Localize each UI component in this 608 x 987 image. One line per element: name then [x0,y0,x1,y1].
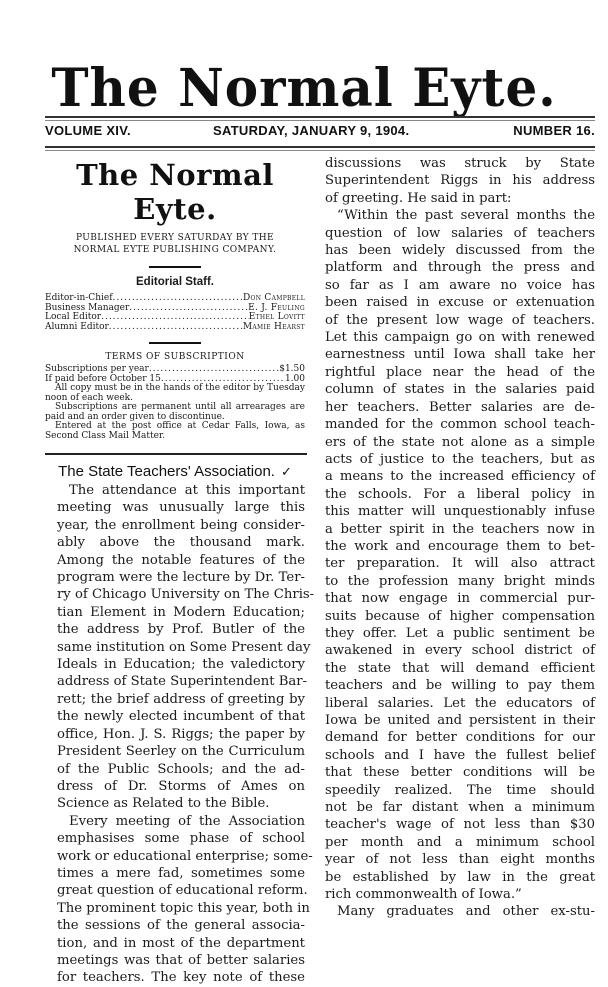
article-title [45,463,305,480]
right-column [313,152,595,921]
short-divider [149,266,201,268]
text-line: demand for better conditions for our [325,730,595,746]
text-line: address of State Superintendent Bar- [57,674,308,690]
article-body-right [313,155,595,921]
text-line: manded for the common school teach- [325,417,595,433]
text-line: not be far distant when a minimum [325,800,595,816]
issue-number: NUMBER 16. [513,123,595,138]
text-line: Let this campaign go on with renewed [325,330,595,346]
staff-row [45,323,305,333]
check-mark-icon: ✓ [280,465,292,480]
terms-note: Subscriptions are permanent until all arrearages are paid and an order given to discontinue. [45,402,305,422]
text-line: meeting was unusually large this [57,500,305,516]
section-divider [45,453,307,455]
article-body-left [45,482,315,987]
text-line: they offer. Let a public sentiment be [325,625,595,641]
terms-value: $1.50 [279,364,305,374]
text-line: be established by law in the great [325,869,595,885]
text-line: ably above the thousand mark. [57,535,305,551]
text-line: the address by Prof. Butler of the [57,622,305,638]
text-line: the sessions of the general associa- [57,918,305,934]
text-line: Science as Related to the Bible. [57,796,270,812]
short-divider [149,342,201,344]
text-line: the state that will demand efficient [325,660,595,676]
publisher-subtitle-line2: NORMAL EYTE PUBLISHING COMPANY. [73,245,277,255]
text-line: year, the enrollment being consider- [57,517,305,533]
text-line: The attendance at this important [69,483,305,498]
text-line: tion, and in most of the department [57,935,305,951]
text-line: awakened in every school district of [325,643,595,659]
leader-dots [101,313,249,323]
leader-dots [129,304,248,314]
header-rule-bottom [45,146,595,151]
terms-note: All copy must be in the hands of the editor by Tuesday noon of each week. [45,383,305,403]
text-line: rightful place near the head of the [325,364,595,380]
masthead-title: The Normal Eyte. [51,56,557,119]
text-line: tian Element in Modern Education; [57,604,305,620]
terms-label: If paid before October 15 [45,373,161,384]
staff-role: Business Manager [45,302,130,313]
text-line: Iowa be united and persistent in their [325,713,595,728]
text-line: acts of justice to the teachers, but as [325,451,595,467]
text-line: the schools. For a liberal policy in [325,486,595,502]
text-line: ers of the state not alone as a simple [325,434,595,450]
dateline [45,123,595,143]
text-line: that now engage in commercial pur- [325,591,595,607]
text-line: that these better conditions will be [325,765,595,781]
text-line: has been widely discussed from the [325,243,595,259]
publisher-subtitle [45,232,305,256]
text-line: office, Hon. J. S. Riggs; the paper by [57,726,305,742]
text-line: The prominent topic this year, both in [57,900,310,916]
text-line: discussions was struck by State [325,156,595,171]
text-line: this matter will unquestionably infuse [325,504,595,520]
text-line: Superintendent Riggs in his address [325,173,595,189]
leader-dots [113,294,243,304]
text-line: suits because of higher compensation [325,608,595,624]
text-line: program were the lecture by Dr. Ter- [57,570,305,586]
staff-role: Local Editor [45,312,102,322]
text-line: per month and a minimum school [325,834,595,850]
text-line: “Within the past several months the [337,208,595,224]
text-line: emphasises some phase of school [57,831,305,847]
article-title-text: The State Teachers' Association. [58,463,275,480]
terms-value: 1.00 [284,373,305,384]
header-rule-top [45,116,595,121]
text-line: ter preparation. It will also attract [325,556,595,572]
text-line: teachers and be willing to pay them [325,678,595,694]
text-line: been raised in excuse or extenuation [325,295,595,311]
left-column [45,152,315,987]
terms-heading: TERMS OF SUBSCRIPTION [105,352,245,362]
text-line: Among the notable features of the [57,552,305,568]
text-line: of greeting. He said in part: [325,190,512,206]
terms-note: Entered at the post office at Cedar Falls, Iowa, as Second Class Mail Matter. [45,421,305,441]
staff-role: Alumni Editor [45,321,109,332]
text-line: ry of Chicago University on The Chris- [57,587,315,603]
text-line: work or educational enterprise; some- [57,848,313,864]
text-line: President Seerley on the Curriculum [57,744,305,760]
text-line: platform and through the press and [325,260,595,276]
staff-name: E. J. Feuling [248,302,305,313]
text-line: for teachers. The key note of these [57,970,305,986]
text-line: Every meeting of the Association [69,813,305,829]
text-line: rett; the brief address of greeting by [57,691,305,707]
text-line: column of states in the salaries paid [325,382,595,398]
issue-date: SATURDAY, JANUARY 9, 1904. [213,123,410,138]
staff-heading: Editorial Staff. [136,276,214,288]
staff-name: Ethel Lovitt [248,312,305,322]
staff-name: Don Campbell [242,293,305,303]
text-line: great question of educational reform. [57,883,308,899]
text-line: meetings was that of better salaries [57,952,305,968]
text-line: a means to the increased efficiency of [325,469,595,485]
text-line: year of not less than eight months [325,852,595,868]
leader-dots [149,365,279,375]
text-line: of the Public Schools; and the ad- [57,761,305,777]
text-line: the work and encourage them to bet- [325,538,595,554]
staff-role: Editor-in-Chief [45,293,113,303]
text-line: rich commonwealth of Iowa.” [325,887,522,903]
volume-label: VOLUME XIV. [45,123,131,138]
text-line: same institution on Some Present day [57,639,311,655]
text-line: earnestness until Iowa shall take her [325,347,595,363]
text-line: to the profession many bright minds [325,573,595,589]
text-line: speedily realized. The time should [325,782,595,798]
text-line: the newly elected incumbent of that [57,709,305,725]
text-line: question of low salaries of teachers [325,225,595,241]
text-line: teacher's wage of not less than $30 [325,817,595,833]
text-line: schools and I have the fullest belief [325,747,595,763]
text-line: times a mere fad, sometimes some [57,865,305,881]
leader-dots [109,323,243,333]
text-line: her teachers. Better salaries are de- [325,399,595,415]
publisher-subtitle-line1: PUBLISHED EVERY SATURDAY BY THE [76,233,274,243]
text-line: of the present low wage of teachers. [325,312,595,328]
text-line: Ideals in Education; the valedictory [57,657,305,673]
publisher-box-title: The Normal Eyte. [76,158,274,226]
staff-list [45,294,305,332]
terms-label: Subscriptions per year [45,364,149,374]
text-line: so far as I am aware no voice has [325,277,595,293]
text-line: Many graduates and other ex-stu- [337,904,595,920]
text-line: a better spirit in the teachers now in [325,521,595,537]
text-line: dress of Dr. Storms of Ames on [57,778,305,794]
text-line: liberal salaries. Let the educators of [325,695,595,711]
staff-name: Mamie Hearst [242,321,305,332]
